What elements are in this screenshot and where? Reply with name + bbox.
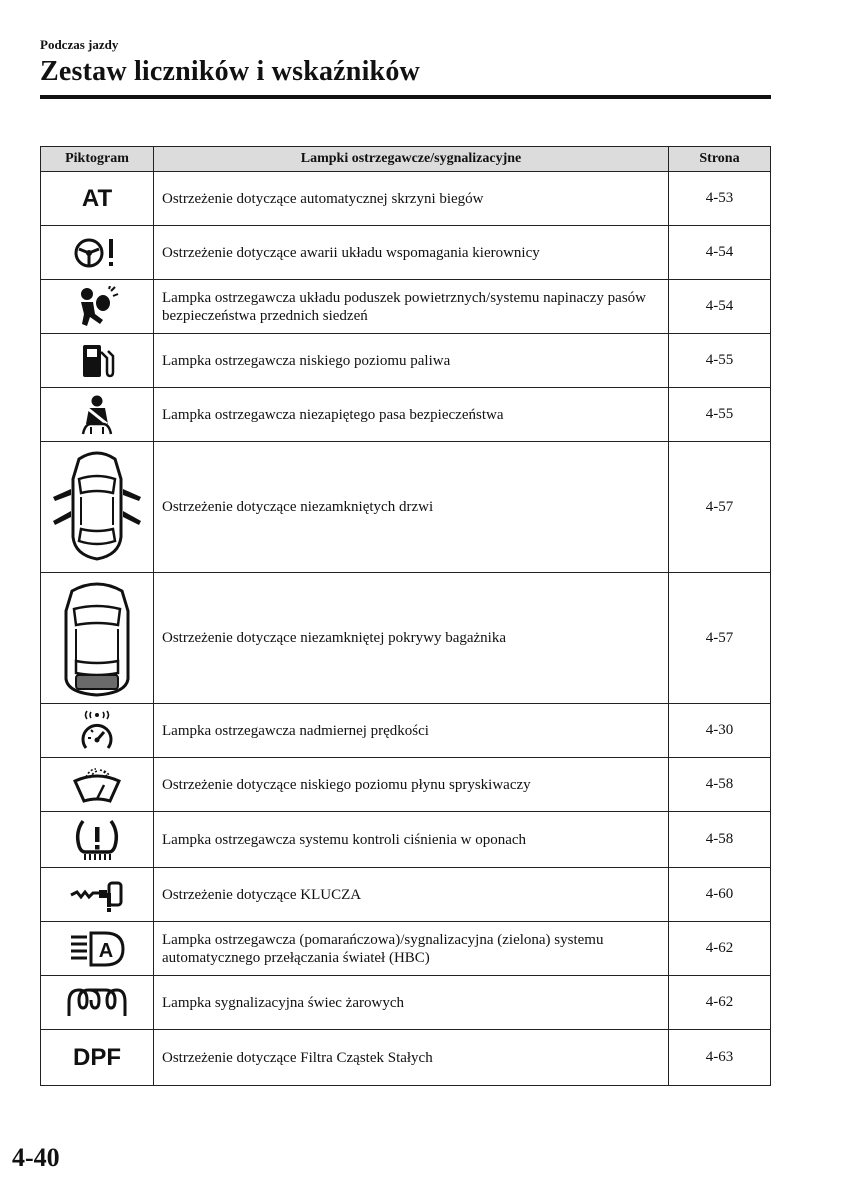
table-row bbox=[41, 442, 771, 573]
table-row bbox=[41, 704, 771, 758]
row-page-ref: 4-58 bbox=[669, 758, 771, 812]
row-description: Lampka ostrzegawcza (pomarańczowa)/sygnalizacyjna (zielona) systemu automatycznego przełączania świateł (HBC) bbox=[154, 922, 669, 976]
speedometer-alert-icon bbox=[77, 710, 117, 752]
table-row bbox=[41, 573, 771, 704]
row-description: Ostrzeżenie dotyczące niezamkniętej pokrywy bagażnika bbox=[154, 573, 669, 704]
page-number: 4-40 bbox=[12, 1143, 60, 1172]
door-open-icon bbox=[49, 449, 145, 565]
column-header-lamps: Lampki ostrzegawcze/sygnalizacyjne bbox=[154, 147, 669, 172]
table-row bbox=[41, 922, 771, 976]
column-header-pictogram: Piktogram bbox=[41, 147, 154, 172]
automatic-transmission-icon: AT bbox=[81, 184, 113, 212]
row-description: Ostrzeżenie dotyczące KLUCZA bbox=[154, 868, 669, 922]
row-page-ref: 4-55 bbox=[669, 388, 771, 442]
table-row bbox=[41, 334, 771, 388]
row-description: Lampka ostrzegawcza niskiego poziomu paliwa bbox=[154, 334, 669, 388]
table-row bbox=[41, 280, 771, 334]
row-description: Lampka ostrzegawcza niezapiętego pasa bezpieczeństwa bbox=[154, 388, 669, 442]
airbag-icon bbox=[73, 286, 121, 328]
row-description: Ostrzeżenie dotyczące automatycznej skrzyni biegów bbox=[154, 172, 669, 226]
row-page-ref: 4-55 bbox=[669, 334, 771, 388]
row-page-ref: 4-62 bbox=[669, 976, 771, 1030]
row-page-ref: 4-54 bbox=[669, 280, 771, 334]
row-description: Lampka sygnalizacyjna świec żarowych bbox=[154, 976, 669, 1030]
row-page-ref: 4-30 bbox=[669, 704, 771, 758]
row-page-ref: 4-54 bbox=[669, 226, 771, 280]
title-divider bbox=[40, 95, 771, 99]
column-header-page: Strona bbox=[669, 147, 771, 172]
key-icon bbox=[69, 877, 125, 913]
glow-plug-icon bbox=[65, 986, 129, 1020]
row-page-ref: 4-62 bbox=[669, 922, 771, 976]
row-description: Lampka ostrzegawcza układu poduszek powietrznych/systemu napinaczy pasów bezpieczeństwa przednich siedzeń bbox=[154, 280, 669, 334]
table-row bbox=[41, 812, 771, 868]
table-row bbox=[41, 868, 771, 922]
row-page-ref: 4-57 bbox=[669, 573, 771, 704]
row-page-ref: 4-60 bbox=[669, 868, 771, 922]
table-row bbox=[41, 758, 771, 812]
dpf-icon: DPF bbox=[73, 1043, 121, 1071]
power-steering-icon bbox=[73, 235, 121, 271]
tire-pressure-icon bbox=[73, 818, 121, 862]
row-page-ref: 4-57 bbox=[669, 442, 771, 573]
indicator-table bbox=[40, 146, 771, 1086]
table-row bbox=[41, 976, 771, 1030]
row-description: Lampka ostrzegawcza systemu kontroli ciśnienia w oponach bbox=[154, 812, 669, 868]
washer-fluid-icon bbox=[72, 765, 122, 805]
table-row bbox=[41, 388, 771, 442]
table-row bbox=[41, 226, 771, 280]
row-description: Ostrzeżenie dotyczące niskiego poziomu płynu spryskiwaczy bbox=[154, 758, 669, 812]
row-description: Lampka ostrzegawcza nadmiernej prędkości bbox=[154, 704, 669, 758]
row-description: Ostrzeżenie dotyczące niezamkniętych drzwi bbox=[154, 442, 669, 573]
table-row bbox=[41, 172, 771, 226]
svg-text:A: A bbox=[98, 939, 114, 962]
row-page-ref: 4-63 bbox=[669, 1030, 771, 1086]
row-page-ref: 4-53 bbox=[669, 172, 771, 226]
table-header-row bbox=[41, 147, 771, 172]
table-row bbox=[41, 1030, 771, 1086]
row-page-ref: 4-58 bbox=[669, 812, 771, 868]
page-title: Zestaw liczników i wskaźników bbox=[40, 56, 420, 87]
fuel-pump-icon bbox=[79, 342, 115, 380]
auto-high-beam-icon bbox=[69, 929, 125, 969]
trunk-open-icon bbox=[62, 579, 132, 697]
row-description: Ostrzeżenie dotyczące Filtra Cząstek Stałych bbox=[154, 1030, 669, 1086]
seat-belt-icon bbox=[77, 394, 117, 436]
row-description: Ostrzeżenie dotyczące awarii układu wspomagania kierownicy bbox=[154, 226, 669, 280]
section-label: Podczas jazdy bbox=[40, 37, 119, 52]
